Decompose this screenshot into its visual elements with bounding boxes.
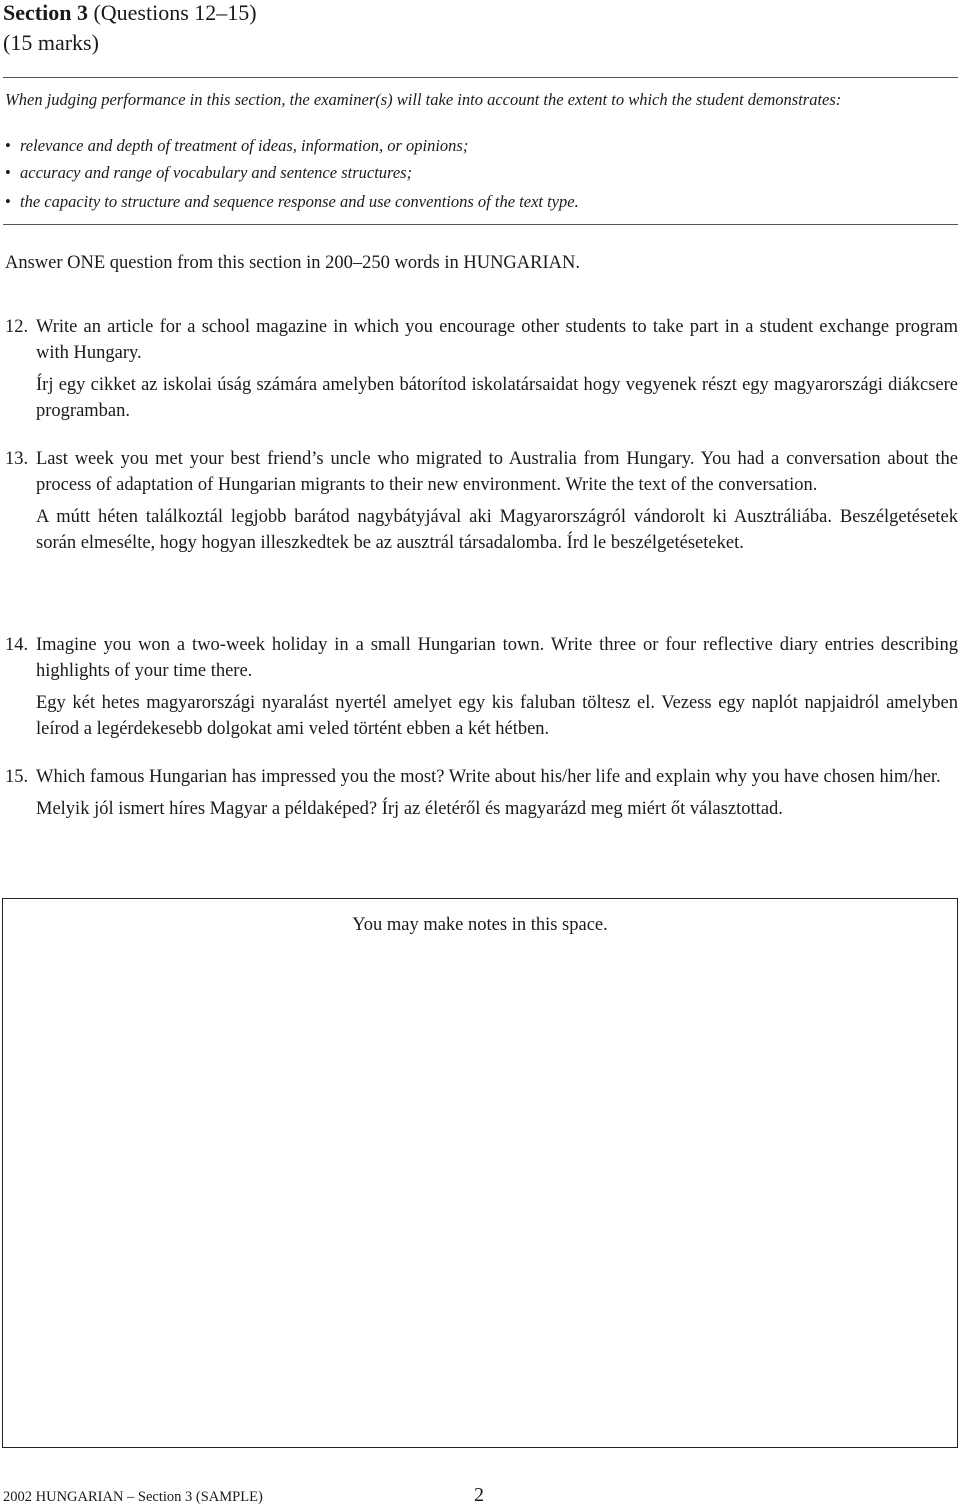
question-number: 12. (5, 317, 29, 337)
criteria-bullet (5, 161, 412, 185)
question-12 (0, 314, 960, 424)
bullet-icon: • (5, 163, 11, 182)
question-hungarian: Írj egy cikket az iskolai úság számára amelyben bátorítod iskolatársaidat hogy vegyenek részt egy magyarországi diákcsere programban. (36, 375, 958, 421)
question-english: Last week you met your best friend’s uncle who migrated to Australia from Hungary. You had a conversation about the process of adaptation of Hungarian migrants to their new environment. Write the text of the conversation. (36, 449, 958, 495)
notes-label: You may make notes in this space. (352, 915, 608, 935)
bullet-icon: • (5, 192, 11, 211)
answer-instruction: Answer ONE question from this section in 200–250 words in HUNGARIAN. (5, 253, 580, 273)
page-number: 2 (474, 1484, 484, 1506)
question-hungarian: Melyik jól ismert híres Magyar a példaképed? Írj az életéről és magyarázd meg miért őt választottad. (36, 799, 783, 819)
section-title (3, 0, 257, 26)
question-number: 15. (5, 767, 29, 787)
question-english: Write an article for a school magazine in which you encourage other students to take part in a student exchange program with Hungary. (36, 317, 958, 363)
question-english: Imagine you won a two-week holiday in a small Hungarian town. Write three or four reflective diary entries describing highlights of your time there. (36, 635, 958, 681)
bullet-icon: • (5, 136, 11, 155)
question-15 (0, 764, 960, 822)
criteria-bullet-text: accuracy and range of vocabulary and sentence structures; (20, 163, 413, 182)
section-marks: (15 marks) (3, 30, 99, 55)
criteria-bullet-text: relevance and depth of treatment of ideas, information, or opinions; (20, 136, 469, 155)
criteria-intro: When judging performance in this section, the examiner(s) will take into account the extent to which the student demonstrates: (5, 90, 842, 109)
question-english: Which famous Hungarian has impressed you the most? Write about his/her life and explain why you have chosen him/her. (36, 767, 941, 787)
top-divider (3, 77, 958, 78)
criteria-bullet (5, 134, 468, 158)
question-13 (0, 446, 960, 556)
section-label: Section 3 (3, 0, 88, 25)
notes-area[interactable] (2, 898, 958, 1448)
question-hungarian: A mútt héten találkoztál legjobb barátod nagybátyjával aki Magyarországról vándorolt ki Ausztráliába. Beszélgetésetek során elmesélte, hogy hogyan illeszkedtek be az ausztrál társadalomba. Írd le beszélgetéseteket. (36, 507, 958, 553)
question-hungarian: Egy két hetes magyarországi nyaralást nyertél amelyet egy kis faluban töltesz el. Vezess egy naplót napjaidról amelyben leírod a legérdekesebb dolgokat ami veled történt ebben a két hétben. (36, 693, 958, 739)
question-number: 14. (5, 635, 29, 655)
question-14 (0, 632, 960, 742)
footer-title: 2002 HUNGARIAN – Section 3 (SAMPLE) (3, 1489, 263, 1505)
questions-range: (Questions 12–15) (87, 0, 257, 25)
criteria-divider (3, 224, 958, 225)
question-number: 13. (5, 449, 29, 469)
criteria-bullet-text: the capacity to structure and sequence response and use conventions of the text type. (20, 192, 579, 211)
criteria-bullet (5, 190, 579, 214)
